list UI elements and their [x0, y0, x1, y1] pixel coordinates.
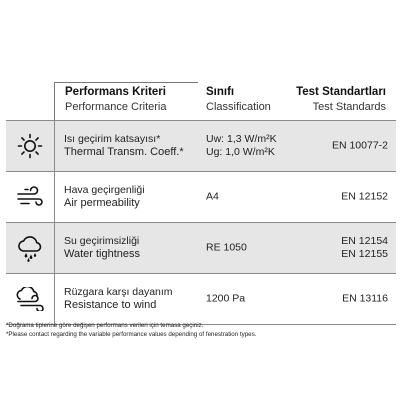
header-class-en: Classification: [206, 101, 271, 113]
standard-line: EN 12152: [341, 190, 388, 203]
row-icon-cell: [6, 223, 55, 273]
standard-line: EN 13116: [342, 292, 388, 305]
header-criteria: [54, 82, 198, 120]
criteria-tr: Isı geçirim katsayısı*: [64, 133, 161, 145]
table-row: [6, 171, 396, 222]
classification-cell: [206, 242, 247, 255]
criteria-tr: Su geçirimsizliği: [64, 235, 140, 247]
table-row: [6, 273, 396, 325]
header-classification: [206, 82, 271, 115]
header-standards: [296, 82, 386, 115]
criteria-en: Resistance to wind: [64, 299, 157, 311]
criteria-tr: Rüzgara karşı dayanım: [64, 286, 173, 298]
classification-line: Uw: 1,3 W/m²K: [206, 133, 277, 145]
footnote-en: *Please contact regarding the variable performance values depending of fenestration types.: [6, 331, 257, 338]
row-icon-cell: [6, 172, 55, 222]
standard-cell: [332, 140, 388, 153]
standard-cell: [341, 191, 388, 204]
standard-line: EN 12154: [341, 235, 388, 247]
criteria-cell: [64, 235, 140, 261]
criteria-tr: Hava geçirgenliği: [64, 184, 145, 196]
footnote-tr: *Doğrama tiplerine göre değişen performans verileri için temasa geçiniz.: [6, 322, 204, 329]
header-std-en: Test Standards: [312, 101, 386, 113]
criteria-cell: [64, 286, 173, 312]
row-icon-cell: [6, 274, 55, 324]
row-icon-cell: [6, 121, 55, 171]
standard-line: EN 10077-2: [331, 139, 388, 152]
criteria-en: Air permeability: [64, 197, 140, 209]
header-class-tr: Sınıfı: [206, 86, 235, 98]
table-row: [6, 222, 396, 273]
classification-line: 1200 Pa: [206, 292, 246, 305]
criteria-en: Water tightness: [64, 248, 141, 260]
criteria-en: Thermal Transm. Coeff.*: [64, 146, 184, 158]
windy-cloud-icon: [15, 287, 45, 311]
classification-cell: [206, 293, 245, 306]
standard-cell: [342, 293, 388, 306]
footnotes: [6, 321, 256, 339]
standard-cell: [341, 235, 388, 261]
classification-cell: [206, 191, 219, 204]
header-criteria-tr: Performans Kriteri: [65, 86, 166, 98]
criteria-cell: [64, 133, 184, 159]
classification-line: Ug: 1,0 W/m²K: [206, 146, 275, 158]
header-criteria-en: Performance Criteria: [65, 101, 167, 113]
sun-icon: [17, 133, 43, 159]
performance-table: [6, 120, 396, 325]
classification-cell: [206, 133, 277, 159]
wind-icon: [16, 186, 44, 208]
classification-line: RE 1050: [206, 241, 247, 254]
criteria-cell: [64, 184, 145, 210]
header-std-tr: Test Standartları: [296, 86, 386, 98]
rain-cloud-icon: [16, 234, 44, 262]
table-header: [0, 82, 400, 118]
table-row: [6, 120, 396, 171]
standard-line: EN 12155: [341, 248, 388, 260]
classification-line: A4: [206, 190, 219, 203]
